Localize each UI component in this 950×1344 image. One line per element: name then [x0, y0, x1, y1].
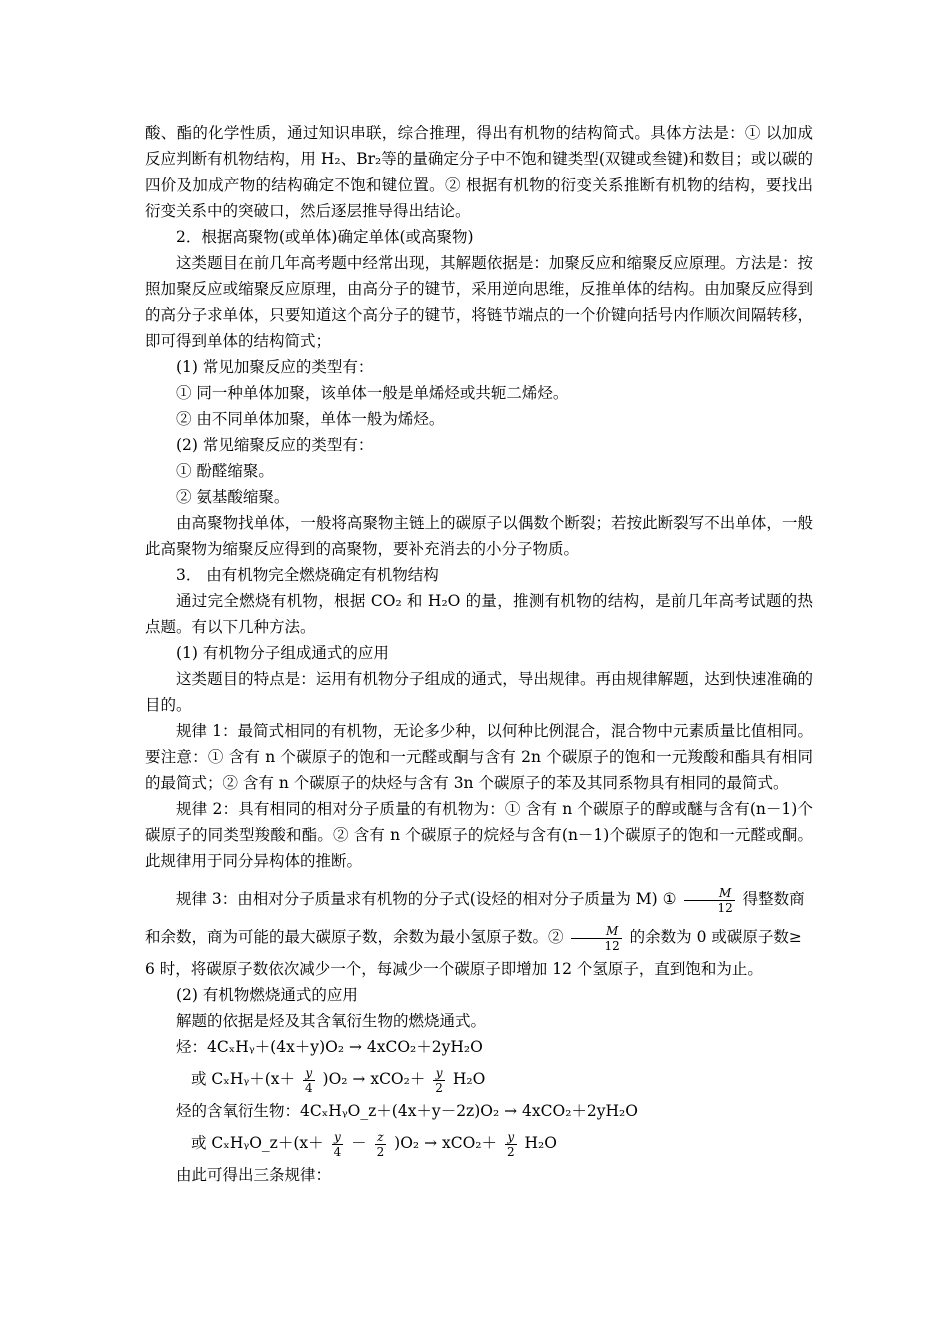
rule-1: 规律 1：最简式相同的有机物，无论多少种，以何种比例混合，混合物中元素质量比值相同。要注意：① 含有 n 个碳原子的饱和一元醛或酮与含有 2n 个碳原子的饱和一元羧酸和酯具有相同的最简式；② 含有 n 个碳原子的炔烃与含有 3n 个碳原子的苯及其同系物具有相同的最简式。 [145, 722, 813, 792]
section-3-sub1-paragraph: 这类题目的特点是：运用有机物分子组成的通式，导出规律。再由规律解题，达到快速准确的目的。 [145, 670, 813, 714]
section-3-sub2: (2) 有机物燃烧通式的应用 [176, 986, 358, 1004]
fraction-y-over-2: $\frac{y}{2}$ [506, 1129, 515, 1159]
section-2-sub1-item: ② 由不同单体加聚，单体一般为烯烃。 [176, 410, 445, 428]
oxygen-derivative-formula: 4CₓHᵧO_z＋(4x＋y－2z)O₂ → 4xCO₂＋2yH₂O [300, 1102, 638, 1120]
oxygen-derivative-equation [145, 1098, 813, 1124]
document-page [145, 120, 813, 1188]
fraction-y-over-4: $\frac{y}{4}$ [333, 1129, 342, 1159]
oxygen-derivative-equation-alt [145, 1124, 813, 1162]
fraction-y-over-4: $\frac{y}{4}$ [304, 1065, 313, 1095]
rule-3-part-d: 的余数为 0 或碳原子数≥ [629, 928, 802, 946]
equation-part: － [351, 1134, 367, 1152]
equation-part: )O₂ → xCO₂＋ [394, 1134, 498, 1152]
section-2-paragraph: 这类题目在前几年高考题中经常出现，其解题依据是：加聚反应和缩聚反应原理。方法是：按照加聚反应或缩聚反应原理，由高分子的键节，采用逆向思维，反推单体的结构。由加聚反应得到的高分子求单体，只要知道这个高分子的键节，将链节端点的一个价键向括号内作顺次间隔转移，即可得到单体的结构简式； [145, 254, 813, 350]
fraction-y-over-2: $\frac{y}{2}$ [435, 1065, 443, 1095]
section-3-paragraph: 通过完全燃烧有机物，根据 CO₂ 和 H₂O 的量，推测有机物的结构，是前几年高考试题的热点题。有以下几种方法。 [145, 592, 813, 636]
fraction-z-over-2: $\frac{z}{2}$ [376, 1129, 385, 1159]
section-2-heading: 2．根据高聚物(或单体)确定单体(或高聚物) [176, 228, 474, 246]
section-3-heading: 3． 由有机物完全燃烧确定有机物结构 [176, 566, 439, 584]
section-3-sub1: (1) 有机物分子组成通式的应用 [176, 644, 389, 662]
rule-3-part-b: 得整数商 [742, 890, 805, 908]
rule-2: 规律 2：具有相同的相对分子质量的有机物为：① 含有 n 个碳原子的醇或醚与含有(n－1)个碳原子的同类型羧酸和酯。② 含有 n 个碳原子的烷烃与含有(n－1)个碳原子的饱和一元醛或酮。此规律用于同分异构体的推断。 [145, 800, 813, 870]
section-2-sub2-item: ② 氨基酸缩聚。 [176, 488, 290, 506]
equation-part: 或 CₓHᵧ＋(x＋ [191, 1070, 295, 1088]
equation-part: 或 CₓHᵧO_z＋(x＋ [191, 1134, 324, 1152]
section-2-sub2-item: ① 酚醛缩聚。 [176, 462, 274, 480]
rule-3-part-a: 规律 3：由相对分子质量求有机物的分子式(设烃的相对分子质量为 M) ① [176, 890, 677, 908]
section-2-sub2: (2) 常见缩聚反应的类型有： [176, 436, 374, 454]
fraction-m-over-12: $\frac{M}{12}$ [571, 924, 621, 953]
intro-paragraph: 酸、酯的化学性质，通过知识串联，综合推理，得出有机物的结构简式。具体方法是：① 以加成反应判断有机物结构，用 H₂、Br₂等的量确定分子中不饱和键类型(双键或叁键)和数目；或以碳的四价及加成产物的结构确定不饱和键位置。② 根据有机物的衍变关系推断有机物的结构，要找出衍变关系中的突破口，然后逐层推导得出结论。 [145, 124, 813, 220]
hydrocarbon-label: 烃： [176, 1038, 208, 1056]
hydrocarbon-equation [145, 1034, 813, 1060]
equation-part: )O₂ → xCO₂＋ [322, 1070, 426, 1088]
hydrocarbon-equation-alt [145, 1060, 813, 1098]
conclusion-line: 由此可得出三条规律： [176, 1166, 332, 1184]
section-3-sub2-paragraph: 解题的依据是烃及其含氧衍生物的燃烧通式。 [176, 1012, 487, 1030]
fraction-m-over-12: $\frac{M}{12}$ [684, 886, 734, 915]
equation-part: H₂O [452, 1070, 486, 1088]
rule-3-part-c: 和余数，商为可能的最大碳原子数，余数为最小氢原子数。② [145, 928, 564, 946]
section-2-sub1-item: ① 同一种单体加聚，该单体一般是单烯烃或共轭二烯烃。 [176, 384, 569, 402]
section-2-sub1: (1) 常见加聚反应的类型有： [176, 358, 374, 376]
rule-3 [145, 880, 813, 956]
equation-part: H₂O [524, 1134, 557, 1152]
rule-3-continuation: 6 时，将碳原子数依次减少一个，每减少一个碳原子即增加 12 个氢原子，直到饱和为止。 [145, 960, 763, 978]
oxygen-derivative-label: 烃的含氧衍生物： [176, 1102, 301, 1120]
section-2-closing-paragraph: 由高聚物找单体，一般将高聚物主链上的碳原子以偶数个断裂；若按此断裂写不出单体，一般此高聚物为缩聚反应得到的高聚物，要补充消去的小分子物质。 [145, 514, 813, 558]
hydrocarbon-formula: 4CₓHᵧ＋(4x＋y)O₂ → 4xCO₂＋2yH₂O [207, 1038, 483, 1056]
